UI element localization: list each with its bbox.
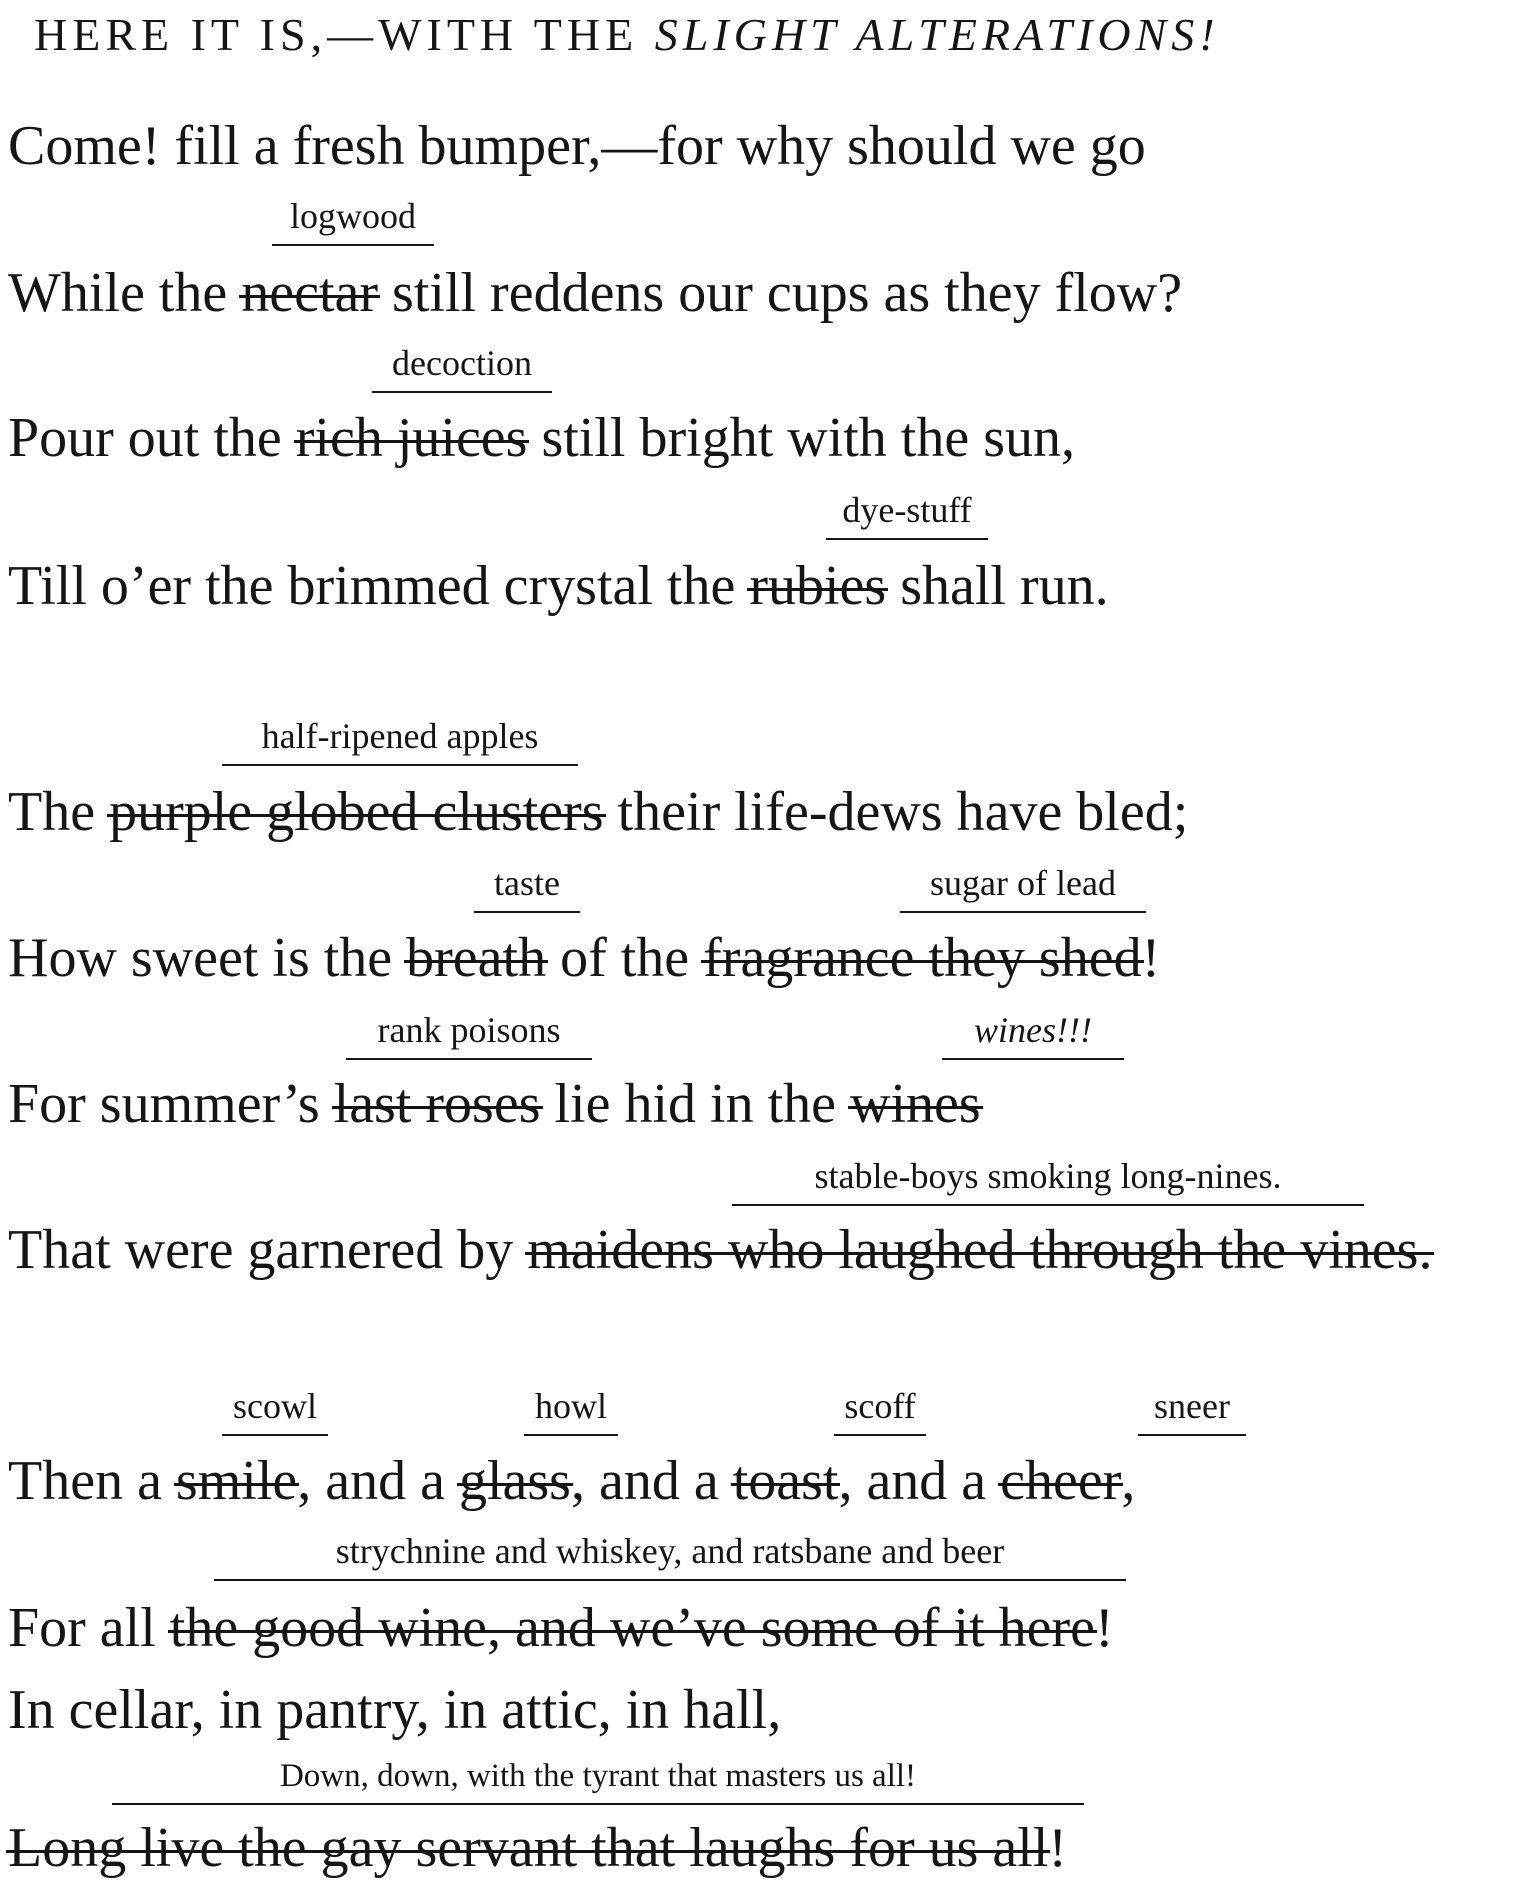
struck-purple-globed-clusters: purple globed clusters <box>109 781 604 843</box>
struck-wines: wines <box>850 1073 981 1135</box>
struck-glass: glass <box>458 1450 571 1512</box>
insertion-wines: wines!!! <box>942 1012 1124 1060</box>
stanza1-line4: Till o’er the brimmed crystal the rubies shall run. <box>8 555 1109 617</box>
title-italic: SLIGHT ALTERATIONS! <box>654 9 1220 60</box>
insertion-strychnine: strychnine and whiskey, and ratsbane and beer <box>214 1533 1126 1581</box>
insertion-dye-stuff: dye-stuff <box>826 492 988 540</box>
struck-last-roses: last roses <box>333 1073 541 1135</box>
stanza3-line3: In cellar, in pantry, in attic, in hall, <box>8 1679 782 1741</box>
struck-breath: breath <box>406 927 547 989</box>
insertion-howl: howl <box>524 1388 618 1436</box>
insertion-rank-poisons: rank poisons <box>346 1012 592 1060</box>
insertion-scoff: scoff <box>834 1388 926 1436</box>
struck-fragrance-they-shed: fragrance they shed <box>703 927 1142 989</box>
insertion-taste: taste <box>474 865 580 913</box>
page-title <box>34 8 1220 61</box>
struck-toast: toast <box>732 1450 839 1512</box>
insertion-scowl: scowl <box>222 1388 328 1436</box>
insertion-stable-boys: stable-boys smoking long-nines. <box>732 1158 1364 1206</box>
stanza2-line2: How sweet is the breath of the fragrance they shed! <box>8 927 1161 989</box>
stanza2-line4: That were garnered by maidens who laughed through the vines. <box>8 1219 1433 1281</box>
struck-smile: smile <box>175 1450 298 1512</box>
stanza1-line2: While the nectar still reddens our cups as they flow? <box>8 262 1183 324</box>
struck-maidens-who-laughed: maidens who laughed through the vines. <box>527 1219 1433 1281</box>
insertion-sugar-of-lead: sugar of lead <box>900 865 1146 913</box>
insertion-half-ripened-apples: half-ripened apples <box>222 718 578 766</box>
struck-the-good-wine: the good wine, and we’ve some of it here <box>169 1597 1096 1659</box>
struck-nectar: nectar <box>241 262 379 324</box>
stanza1-line3: Pour out the rich juices still bright with the sun, <box>8 407 1076 469</box>
stanza2-line3: For summer’s last roses lie hid in the wines <box>8 1073 981 1135</box>
insertion-logwood: logwood <box>272 198 434 246</box>
insertion-sneer: sneer <box>1138 1388 1246 1436</box>
stanza3-line2: For all the good wine, and we’ve some of it here! <box>8 1597 1114 1659</box>
stanza3-line1: Then a smile, and a glass, and a toast, and a cheer, <box>8 1450 1136 1512</box>
insertion-decoction: decoction <box>372 345 552 393</box>
struck-cheer: cheer <box>1000 1450 1122 1512</box>
stanza1-line1: Come! fill a fresh bumper,—for why should we go <box>8 115 1146 177</box>
stanza2-line1: The purple globed clusters their life-dews have bled; <box>8 781 1189 843</box>
stanza3-line4: Long live the gay servant that laughs for us all! <box>8 1817 1068 1879</box>
struck-rich-juices: rich juices <box>295 407 528 469</box>
insertion-down-with-the-tyrant: Down, down, with the tyrant that masters us all! <box>112 1760 1084 1805</box>
title-prefix: HERE IT IS,—WITH THE <box>34 9 655 60</box>
struck-rubies: rubies <box>749 555 887 617</box>
struck-long-live-the-gay-servant: Long live the gay servant that laughs for us all <box>8 1817 1049 1879</box>
